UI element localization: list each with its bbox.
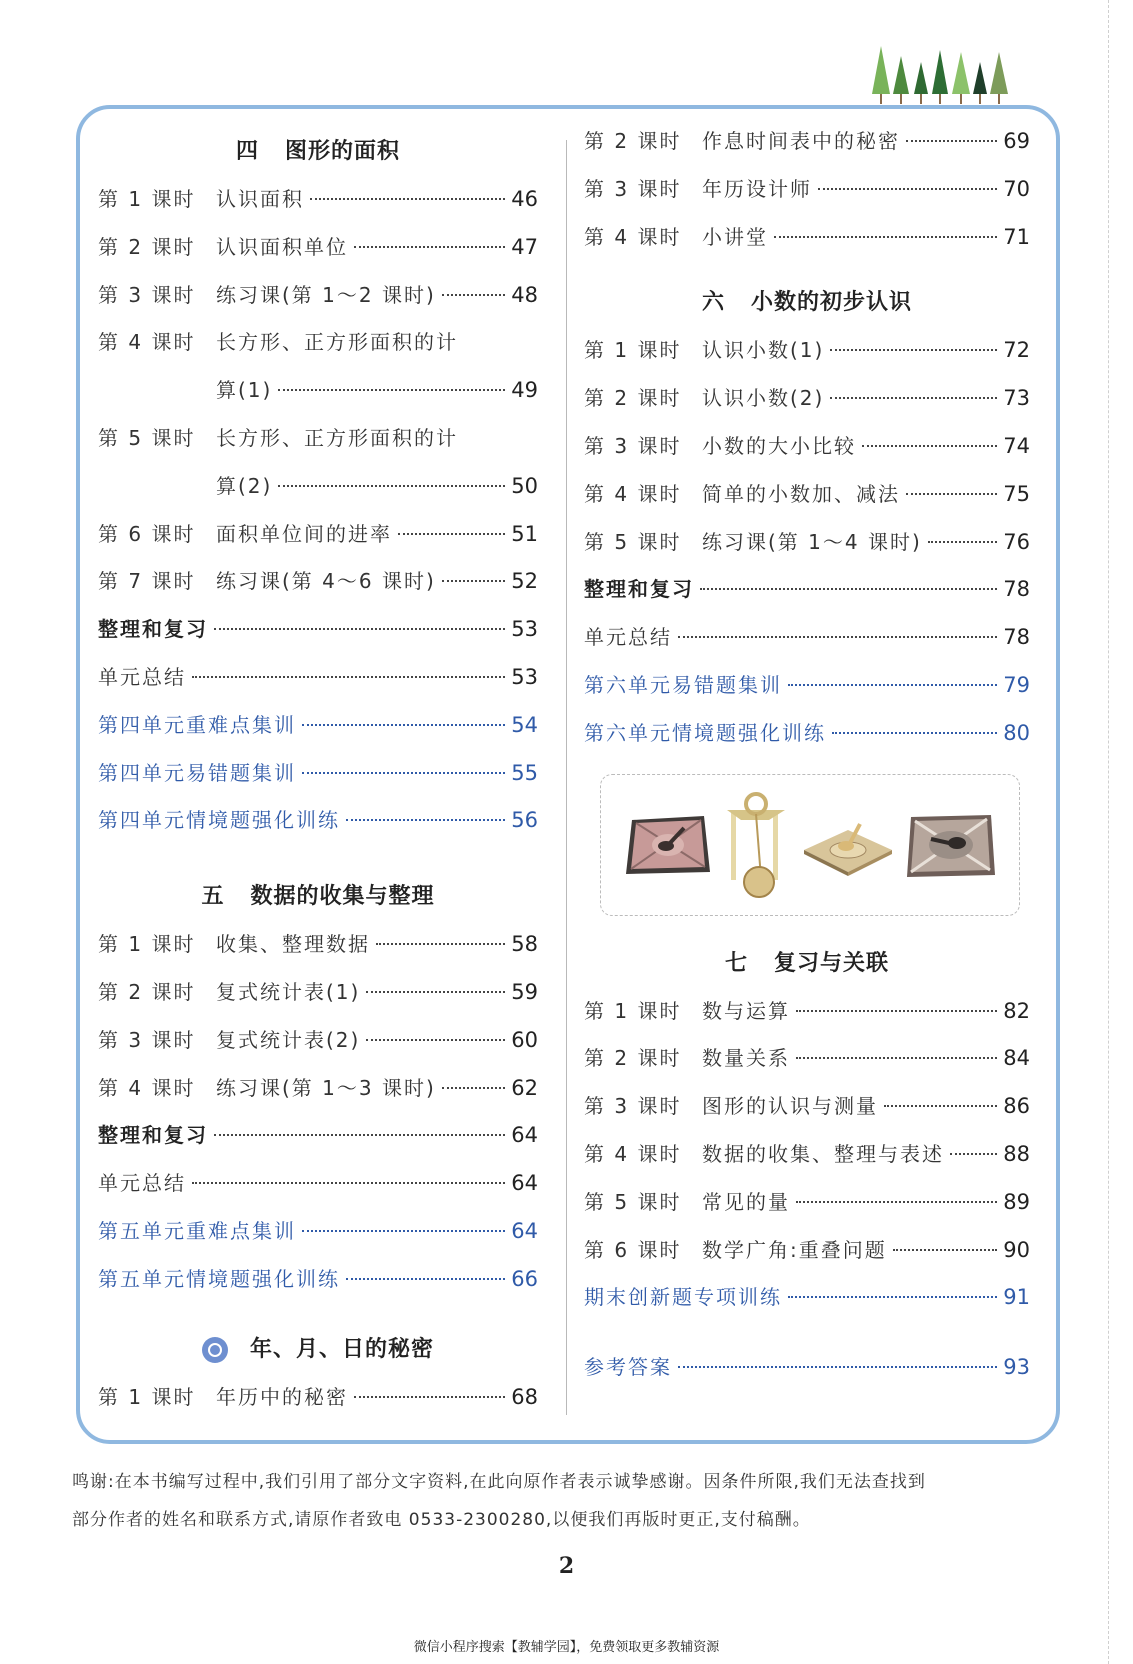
leader-dots [678, 636, 997, 638]
entry-title: 第四单元重难点集训 [98, 712, 296, 737]
leader-dots [442, 580, 505, 582]
lesson-label: 第 4 课时 [98, 330, 196, 355]
leader-dots [928, 541, 997, 543]
toc-entry[interactable] [98, 176, 538, 224]
toc-entry[interactable] [584, 1131, 1030, 1179]
entry-page: 54 [511, 712, 538, 737]
leader-dots [278, 389, 505, 391]
entry-page: 49 [511, 378, 538, 403]
toc-entry[interactable] [584, 1274, 1030, 1322]
lesson-label: 第 7 课时 [98, 569, 196, 594]
entry-title: 数学广角:重叠问题 [702, 1237, 887, 1262]
entry-page: 75 [1003, 481, 1030, 506]
entry-title: 单元总结 [584, 625, 672, 650]
entry-page: 82 [1003, 998, 1030, 1023]
leader-dots [796, 1201, 997, 1203]
toc-entry[interactable] [584, 375, 1030, 423]
lesson-label: 第 4 课时 [584, 1141, 682, 1166]
entry-page: 64 [511, 1171, 538, 1196]
leader-dots [830, 349, 997, 351]
toc-entry[interactable] [98, 511, 538, 559]
leader-dots [950, 1153, 997, 1155]
leader-dots [192, 676, 505, 678]
toc-entry[interactable] [584, 327, 1030, 375]
entry-page: 53 [511, 617, 538, 642]
leader-dots [354, 246, 505, 248]
entry-title: 认识小数(2) [702, 386, 825, 411]
lesson-label: 第 5 课时 [584, 1189, 682, 1214]
leader-dots [366, 991, 505, 993]
lesson-label: 第 2 课时 [584, 386, 682, 411]
leader-dots [774, 236, 997, 238]
entry-title: 第五单元情境题强化训练 [98, 1266, 340, 1291]
entry-title: 作息时间表中的秘密 [702, 129, 900, 153]
leader-dots [214, 1134, 505, 1136]
entry-page: 60 [511, 1027, 538, 1052]
entry-page: 76 [1003, 529, 1030, 554]
entry-title: 整理和复习 [584, 577, 694, 602]
entry-title: 第四单元易错题集训 [98, 760, 296, 785]
toc-entry[interactable] [98, 319, 538, 367]
entry-page: 84 [1003, 1046, 1030, 1071]
acknowledgement-line-1: 鸣谢:在本书编写过程中,我们引用了部分文字资料,在此向原作者表示诚挚感谢。因条件所限,我们无法查找到 [72, 1472, 926, 1492]
leader-dots [796, 1010, 997, 1012]
unit-number: 七 [724, 950, 748, 976]
entry-title: 复式统计表(1) [216, 979, 361, 1004]
toc-entry[interactable] [98, 1374, 538, 1422]
toc-entry[interactable] [98, 702, 538, 750]
unit-heading [584, 279, 1030, 327]
toc-entry[interactable] [584, 566, 1030, 614]
entry-title: 认识小数(1) [702, 338, 825, 363]
watermark-text: 微信小程序搜索【教辅学园】，免费领取更多教辅资源 [413, 1640, 720, 1655]
entry-title: 年历设计师 [702, 176, 812, 201]
unit-title: 图形的面积 [285, 139, 401, 164]
toc-entry[interactable] [584, 214, 1030, 262]
entry-page: 72 [1003, 338, 1030, 363]
leader-dots [192, 1182, 505, 1184]
leader-dots [700, 588, 997, 590]
lesson-label: 第 4 课时 [584, 224, 682, 249]
leader-dots [893, 1249, 998, 1251]
toc-entry[interactable] [98, 1065, 538, 1113]
column-divider [566, 140, 567, 1415]
page-number: 2 [558, 1553, 575, 1579]
toc-entry[interactable] [584, 1179, 1030, 1227]
sundial-grey-icon [905, 809, 997, 881]
toc-entry[interactable] [584, 1083, 1030, 1131]
entry-page: 86 [1003, 1094, 1030, 1119]
unit-title: 年、月、日的秘密 [249, 1336, 434, 1362]
leader-dots [442, 1087, 505, 1089]
toc-left-column [98, 128, 538, 1421]
lesson-label: 第 5 课时 [98, 425, 196, 450]
entry-title: 练习课(第 1～2 课时) [216, 282, 436, 307]
entry-title: 认识面积 [216, 187, 304, 211]
entry-page: 66 [511, 1266, 538, 1291]
leader-dots [346, 819, 505, 821]
entry-title: 整理和复习 [98, 1123, 208, 1148]
toc-entry[interactable] [584, 662, 1030, 710]
entry-title: 长方形、正方形面积的计 [216, 330, 458, 355]
leader-dots [906, 140, 997, 142]
unit-number: 四 [235, 139, 259, 164]
leader-dots [796, 1057, 997, 1059]
toc-entry[interactable] [584, 1035, 1030, 1083]
toc-entry[interactable] [98, 1208, 538, 1256]
toc-entry[interactable] [98, 750, 538, 798]
toc-entry[interactable] [584, 166, 1030, 214]
lesson-label: 第 3 课时 [584, 433, 682, 458]
entry-page: 52 [511, 569, 538, 594]
lesson-label: 第 3 课时 [584, 1094, 682, 1119]
lesson-label: 第 2 课时 [584, 1046, 682, 1071]
leader-dots [830, 397, 997, 399]
entry-title: 练习课(第 4～6 课时) [216, 569, 436, 594]
entry-page: 71 [1003, 224, 1030, 249]
entry-title: 数与运算 [702, 998, 790, 1023]
entry-title: 数量关系 [702, 1046, 790, 1071]
entry-title: 小讲堂 [702, 224, 768, 249]
entry-page: 93 [1003, 1355, 1030, 1380]
toc-right-column [584, 118, 1030, 1392]
toc-entry[interactable] [98, 1112, 538, 1160]
entry-page: 62 [511, 1075, 538, 1100]
toc-entry[interactable] [584, 1227, 1030, 1275]
leader-dots [278, 485, 505, 487]
entry-title: 常见的量 [702, 1189, 790, 1214]
toc-entry[interactable] [584, 471, 1030, 519]
unit-heading [584, 940, 1030, 988]
lesson-label: 第 6 课时 [584, 1237, 682, 1262]
entry-page: 50 [511, 473, 538, 498]
unit-heading [98, 128, 538, 176]
entry-title: 小数的大小比较 [702, 433, 856, 458]
entry-page: 48 [511, 282, 538, 307]
toc-entry[interactable] [98, 224, 538, 272]
acknowledgement-line-2: 部分作者的姓名和联系方式,请原作者致电 0533-2300280,以便我们再版时更正,支付稿酬。 [72, 1510, 811, 1530]
entry-page: 73 [1003, 386, 1030, 411]
toc-entry[interactable] [98, 1017, 538, 1065]
entry-title: 算(2) [216, 473, 273, 498]
toc-entry[interactable] [98, 272, 538, 320]
acknowledgement-note [72, 1463, 1072, 1539]
unit-title: 小数的初步认识 [751, 290, 913, 316]
entry-page: 69 [1003, 129, 1030, 153]
leader-dots [302, 724, 505, 726]
trefoil-icon [202, 1337, 228, 1363]
sinan-compass-icon [800, 810, 896, 880]
leader-dots [442, 294, 505, 296]
entry-page: 59 [511, 979, 538, 1004]
entry-page: 46 [511, 187, 538, 211]
entry-page: 56 [511, 808, 538, 833]
leader-dots [214, 628, 505, 630]
entry-title: 第六单元易错题集训 [584, 672, 782, 697]
leader-dots [862, 445, 997, 447]
toc-entry[interactable] [584, 118, 1030, 166]
entry-page: 51 [511, 521, 538, 546]
toc-entry[interactable] [98, 606, 538, 654]
unit-title: 数据的收集与整理 [250, 884, 435, 910]
entry-page: 78 [1003, 625, 1030, 650]
leader-dots [398, 533, 505, 535]
toc-entry[interactable] [584, 519, 1030, 567]
leader-dots [310, 198, 505, 200]
toc-entry[interactable] [98, 654, 538, 702]
entry-title: 算(1) [216, 378, 273, 403]
entry-title: 第四单元情境题强化训练 [98, 808, 340, 833]
unit-number: 五 [201, 884, 225, 910]
entry-title: 图形的认识与测量 [702, 1094, 878, 1119]
leader-dots [346, 1278, 505, 1280]
lesson-label: 第 6 课时 [98, 521, 196, 546]
entry-title: 期末创新题专项训练 [584, 1285, 782, 1310]
leader-dots [818, 188, 997, 190]
leader-dots [366, 1039, 505, 1041]
entry-title: 数据的收集、整理与表述 [702, 1141, 944, 1166]
entry-title: 复式统计表(2) [216, 1027, 361, 1052]
entry-page: 91 [1003, 1285, 1030, 1310]
toc-entry[interactable] [98, 1256, 538, 1304]
unit-title: 复习与关联 [774, 950, 890, 976]
entry-page: 80 [1003, 720, 1030, 745]
entry-page: 47 [511, 234, 538, 259]
leader-dots [302, 772, 505, 774]
lesson-label: 第 1 课时 [584, 998, 682, 1023]
entry-page: 64 [511, 1218, 538, 1243]
entry-page: 58 [511, 932, 538, 957]
leader-dots [302, 1230, 505, 1232]
leader-dots [678, 1366, 997, 1368]
toc-entry[interactable] [98, 921, 538, 969]
entry-page: 78 [1003, 577, 1030, 602]
lesson-label: 第 3 课时 [98, 1027, 196, 1052]
lesson-label: 第 1 课时 [98, 187, 196, 211]
toc-entry[interactable] [98, 463, 538, 511]
toc-entry[interactable] [98, 969, 538, 1017]
toc-entry-answers[interactable] [584, 1344, 1030, 1392]
entry-title: 第五单元重难点集训 [98, 1218, 296, 1243]
leader-dots [832, 732, 997, 734]
entry-page: 90 [1003, 1237, 1030, 1262]
toc-entry[interactable] [98, 415, 538, 463]
lesson-label: 第 1 课时 [584, 338, 682, 363]
leader-dots [788, 684, 997, 686]
page-edge-line [1108, 0, 1109, 1664]
sundial-pink-icon [624, 810, 712, 880]
entry-page: 88 [1003, 1141, 1030, 1166]
toc-entry[interactable] [584, 988, 1030, 1036]
entry-title: 面积单位间的进率 [216, 521, 392, 546]
leader-dots [906, 493, 997, 495]
leader-dots [376, 943, 505, 945]
toc-entry[interactable] [584, 710, 1030, 758]
toc-entry[interactable] [584, 614, 1030, 662]
toc-entry[interactable] [98, 1160, 538, 1208]
lesson-label: 第 3 课时 [98, 282, 196, 307]
entry-page: 74 [1003, 433, 1030, 458]
leader-dots [788, 1296, 997, 1298]
entry-title: 收集、整理数据 [216, 932, 370, 957]
entry-page: 53 [511, 664, 538, 689]
entry-page: 89 [1003, 1189, 1030, 1214]
entry-page: 79 [1003, 672, 1030, 697]
unit-number: 六 [701, 290, 725, 316]
entry-title: 整理和复习 [98, 617, 208, 642]
armillary-sphere-icon [721, 790, 791, 900]
entry-title: 第六单元情境题强化训练 [584, 720, 826, 745]
toc-entry[interactable] [98, 558, 538, 606]
entry-title: 练习课(第 1～4 课时) [702, 529, 922, 554]
ancient-instruments-illustration [600, 774, 1020, 916]
entry-title: 练习课(第 1～3 课时) [216, 1075, 436, 1100]
lesson-label: 第 1 课时 [98, 932, 196, 957]
entry-page: 64 [511, 1123, 538, 1148]
entry-title: 认识面积单位 [216, 234, 348, 259]
entry-title: 年历中的秘密 [216, 1384, 348, 1409]
leader-dots [354, 1396, 505, 1398]
lesson-label: 第 5 课时 [584, 529, 682, 554]
entry-page: 68 [511, 1384, 538, 1409]
lesson-label: 第 2 课时 [98, 979, 196, 1004]
lesson-label: 第 2 课时 [98, 234, 196, 259]
lesson-label: 第 4 课时 [98, 1075, 196, 1100]
entry-title: 单元总结 [98, 1171, 186, 1196]
toc-entry[interactable] [98, 367, 538, 415]
entry-page: 55 [511, 760, 538, 785]
lesson-label: 第 1 课时 [98, 1384, 196, 1409]
unit-heading [98, 1326, 538, 1374]
entry-title: 简单的小数加、减法 [702, 481, 900, 506]
toc-entry[interactable] [584, 423, 1030, 471]
lesson-label: 第 4 课时 [584, 481, 682, 506]
lesson-label: 第 3 课时 [584, 176, 682, 201]
entry-title: 参考答案 [584, 1355, 672, 1380]
entry-title: 单元总结 [98, 664, 186, 689]
leader-dots [884, 1105, 997, 1107]
entry-page: 70 [1003, 176, 1030, 201]
lesson-label: 第 2 课时 [584, 129, 682, 153]
entry-title: 长方形、正方形面积的计 [216, 425, 458, 450]
toc-entry[interactable] [98, 797, 538, 845]
unit-heading [98, 873, 538, 921]
trees-decoration-icon [872, 46, 1014, 104]
